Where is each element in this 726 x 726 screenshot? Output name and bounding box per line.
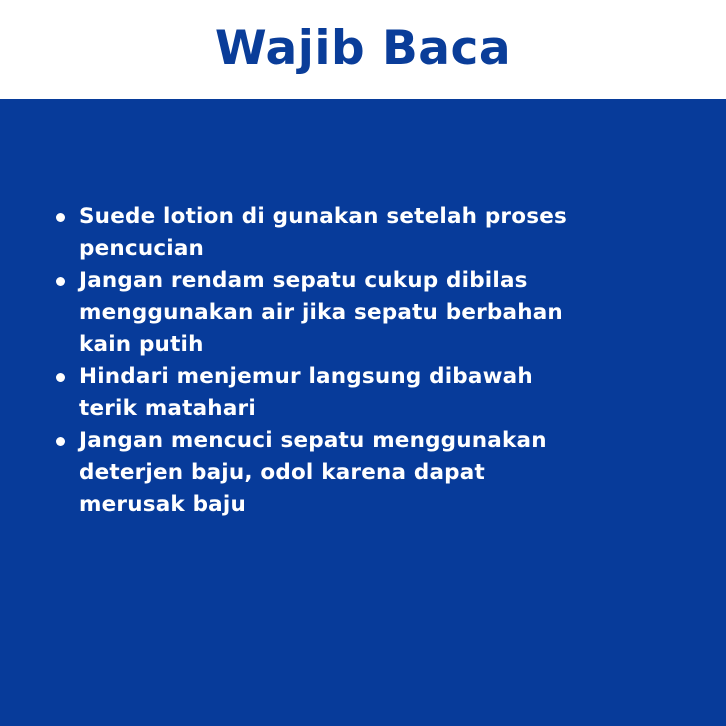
- tip-text: Hindari menjemur langsung dibawah terik matahari: [79, 364, 533, 421]
- header-bar: [0, 0, 726, 99]
- bullet-icon: [56, 213, 65, 222]
- bullet-icon: [56, 373, 65, 382]
- bullet-icon: [56, 277, 65, 286]
- tip-text: Jangan rendam sepatu cukup dibilas menggunakan air jika sepatu berbahan kain putih: [79, 268, 563, 357]
- list-item: [54, 265, 594, 361]
- content-panel: [0, 99, 726, 726]
- list-item: [54, 425, 594, 521]
- page-title: Wajib Baca: [214, 21, 512, 76]
- tips-list: [54, 201, 594, 521]
- bullet-icon: [56, 437, 65, 446]
- list-item: [54, 361, 594, 425]
- tip-text: Suede lotion di gunakan setelah proses pencucian: [79, 204, 567, 261]
- tip-text: Jangan mencuci sepatu menggunakan deterjen baju, odol karena dapat merusak baju: [79, 428, 547, 517]
- list-item: [54, 201, 594, 265]
